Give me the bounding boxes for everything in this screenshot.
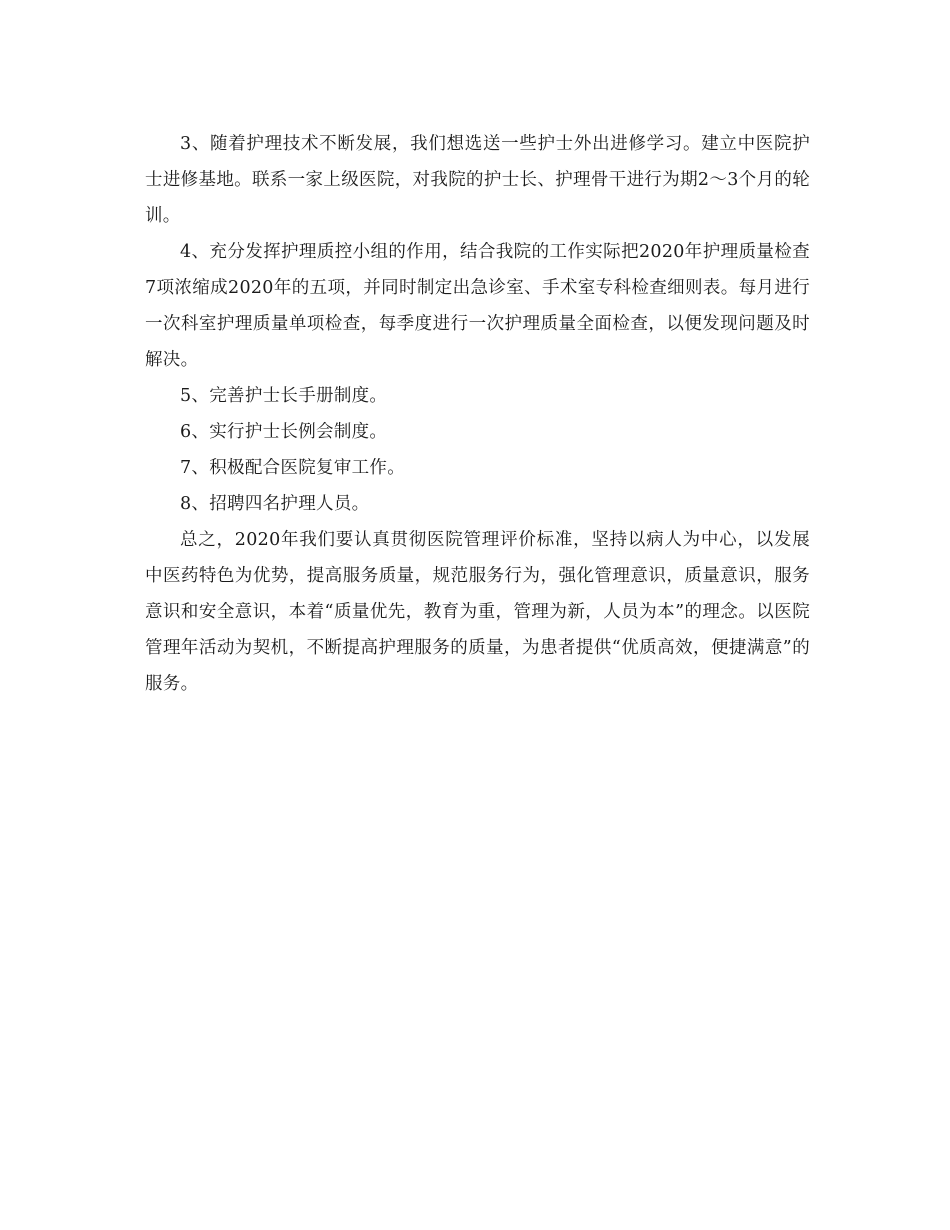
paragraph-item-3-training: 3、随着护理技术不断发展，我们想选送一些护士外出进修学习。建立中医院护士进修基地。联系一家上级医院，对我院的护士长、护理骨干进行为期2～3个月的轮训。 [145, 134, 810, 226]
paragraph-item-7-review: 7、积极配合医院复审工作。 [180, 458, 406, 478]
paragraph-item-5-handbook: 5、完善护士长手册制度。 [180, 386, 388, 406]
paragraph-summary: 总之，2020年我们要认真贯彻医院管理评价标准，坚持以病人为中心，以发展中医药特色为优势，提高服务质量，规范服务行为，强化管理意识，质量意识，服务意识和安全意识，本着“质量优先，教育为重，管理为新，人员为本”的理念。以医院管理年活动为契机，不断提高护理服务的质量，为患者提供“优质高效，便捷满意”的服务。 [145, 530, 810, 694]
paragraph-item-6-meeting: 6、实行护士长例会制度。 [180, 422, 388, 442]
paragraph-item-8-recruit: 8、招聘四名护理人员。 [180, 494, 370, 514]
paragraph-item-4-quality-control: 4、充分发挥护理质控小组的作用，结合我院的工作实际把2020年护理质量检查7项浓缩成2020年的五项，并同时制定出急诊室、手术室专科检查细则表。每月进行一次科室护理质量单项检查，每季度进行一次护理质量全面检查，以便发现问题及时解决。 [145, 242, 810, 370]
document-body [145, 126, 810, 702]
